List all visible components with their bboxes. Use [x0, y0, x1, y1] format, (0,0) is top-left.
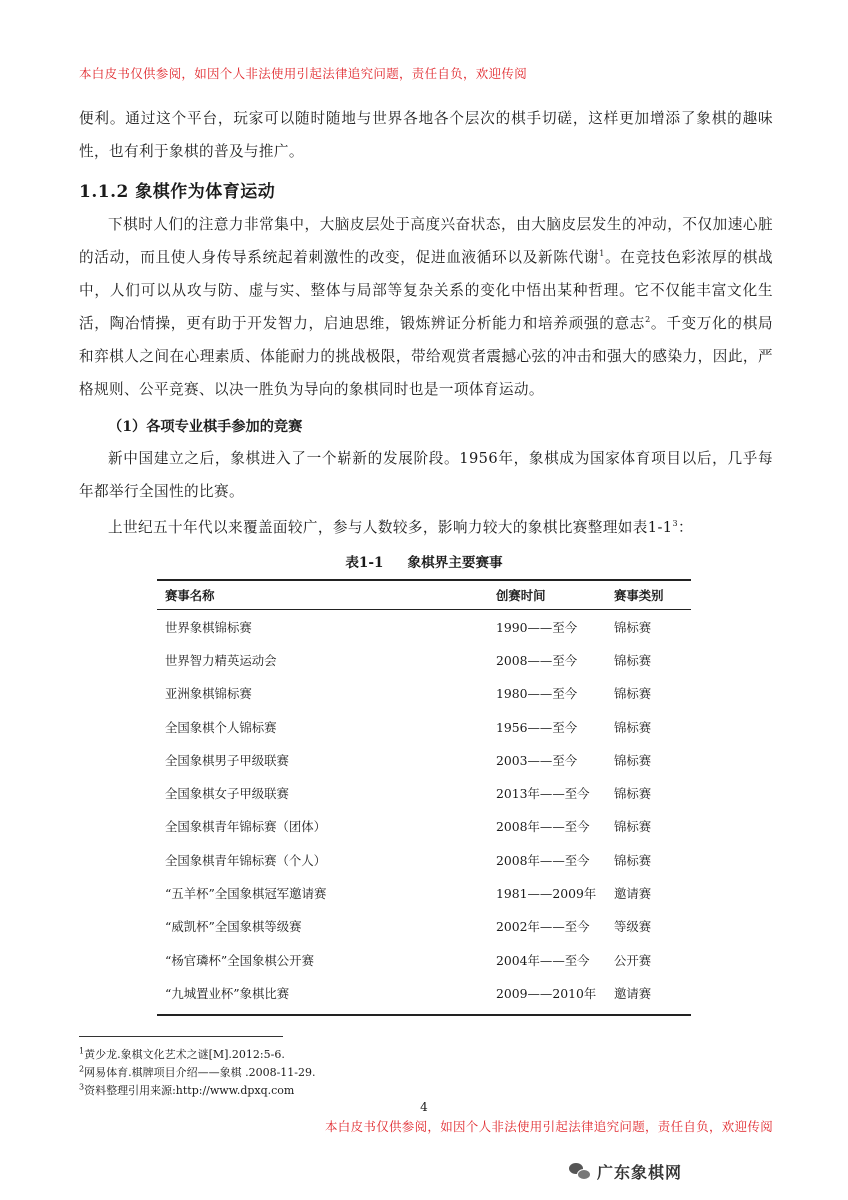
- table-row: [157, 976, 691, 1009]
- cell-start-time: 1980——至今: [496, 686, 578, 702]
- cell-start-time: 1990——至今: [496, 619, 578, 635]
- table-caption-number: 表1-1: [345, 555, 384, 571]
- table-body: [157, 610, 691, 1010]
- footnote-ref-1: 1: [599, 249, 605, 259]
- cell-event-name: “九城置业杯”象棋比赛: [165, 985, 290, 1001]
- table-row: [157, 876, 691, 909]
- sports-paragraph: [79, 208, 773, 406]
- footnote-3: $^3$资料整理引用来源:http://www.dpxq.com: [79, 1082, 295, 1097]
- cell-event-name: “威凯杯”全国象棋等级赛: [165, 919, 302, 935]
- cell-event-type: 锦标赛: [614, 719, 652, 735]
- table-row: [157, 610, 691, 643]
- cell-start-time: 2002年——至今: [496, 919, 590, 935]
- table-row: [157, 710, 691, 743]
- cell-start-time: 2003——至今: [496, 752, 578, 768]
- header-event-name: 赛事名称: [165, 588, 215, 603]
- cell-event-name: 世界智力精英运动会: [165, 652, 277, 668]
- cell-event-type: 锦标赛: [614, 819, 652, 835]
- table-row: [157, 843, 691, 876]
- cell-event-name: “杨官璘杯”全国象棋公开赛: [165, 952, 314, 968]
- cell-event-type: 锦标赛: [614, 852, 652, 868]
- header-start-time: 创赛时间: [496, 588, 546, 603]
- cell-event-type: 等级赛: [614, 919, 652, 935]
- cell-event-type: 邀请赛: [614, 985, 652, 1001]
- table-header-row: [157, 581, 691, 609]
- header-event-type: 赛事类别: [614, 588, 664, 603]
- cell-event-type: 锦标赛: [614, 619, 652, 635]
- cell-event-type: 邀请赛: [614, 886, 652, 902]
- cell-event-name: 全国象棋男子甲级联赛: [165, 752, 289, 768]
- table-caption-title: 象棋界主要赛事: [407, 555, 503, 571]
- disclaimer-bottom: 本白皮书仅供参阅，如因个人非法使用引起法律追究问题，责任自负，欢迎传阅: [325, 1119, 774, 1134]
- footnote-ref-3: 3: [672, 519, 678, 529]
- cell-event-type: 锦标赛: [614, 752, 652, 768]
- cell-event-name: 亚洲象棋锦标赛: [165, 686, 252, 702]
- cell-start-time: 2009——2010年: [496, 985, 597, 1001]
- cell-event-name: “五羊杯”全国象棋冠军邀请赛: [165, 886, 327, 902]
- table-row: [157, 677, 691, 710]
- table-bottom-rule: [157, 1014, 691, 1016]
- table-row: [157, 810, 691, 843]
- sports-text-part2: 。在竞技色彩浓厚的棋战中，人们可以从攻与防、虚与实、整体与局部等复杂关系的变化中悟出某种哲理。它不仅能丰富文化生活，陶冶情操，更有助于开发智力，启迪思维，锻炼辨证分析能力和培养顽强的意志: [79, 249, 774, 332]
- table-caption: [0, 551, 848, 571]
- intro-paragraph: 便利。通过这个平台，玩家可以随时随地与世界各地各个层次的棋手切磋，这样更加增添了象棋的趣味性，也有利于象棋的普及与推广。: [79, 110, 773, 160]
- watermark-logo: [569, 1159, 682, 1183]
- table-row: [157, 743, 691, 776]
- table-row: [157, 643, 691, 676]
- cell-event-name: 全国象棋青年锦标赛（个人）: [165, 852, 327, 868]
- table-row: [157, 910, 691, 943]
- cell-start-time: 2013年——至今: [496, 786, 590, 802]
- history-paragraph: 新中国建立之后，象棋进入了一个崭新的发展阶段。1956年，象棋成为国家体育项目以后，几乎每年都举行全国性的比赛。: [79, 450, 773, 500]
- cell-event-name: 全国象棋女子甲级联赛: [165, 786, 289, 802]
- cell-start-time: 1981——2009年: [496, 886, 597, 902]
- footnote-rule: [79, 1036, 283, 1037]
- cell-event-name: 全国象棋青年锦标赛（团体）: [165, 819, 327, 835]
- table-intro-suffix: ：: [677, 519, 693, 536]
- footnote-1: $^1$黄少龙.象棋文化艺术之谜[M].2012:5-6.: [79, 1046, 285, 1061]
- cell-event-name: 全国象棋个人锦标赛: [165, 719, 277, 735]
- watermark-text: 广东象棋网: [597, 1162, 683, 1182]
- cell-start-time: 2008——至今: [496, 652, 578, 668]
- sports-text-part1: 下棋时人们的注意力非常集中，大脑皮层处于高度兴奋状态，由大脑皮层发生的冲动，不仅加速心脏的活动，而且使人身传导系统起着刺激性的改变，促进血液循环以及新陈代谢: [79, 216, 773, 266]
- events-table: [157, 579, 691, 1016]
- table-row: [157, 943, 691, 976]
- cell-start-time: 2008年——至今: [496, 852, 590, 868]
- footnote-ref-2: 2: [645, 315, 651, 325]
- cell-event-type: 锦标赛: [614, 786, 652, 802]
- sports-text-part3: 。千变万化的棋局和弈棋人之间在心理素质、体能耐力的挑战极限，带给观赏者震撼心弦的冲击和强大的感染力，因此，严格规则、公平竞赛、以决一胜负为导向的象棋同时也是一项体育运动。: [79, 315, 773, 398]
- cell-event-type: 锦标赛: [614, 686, 652, 702]
- subheading: （1）各项专业棋手参加的竞赛: [108, 419, 303, 435]
- cell-start-time: 1956——至今: [496, 719, 578, 735]
- cell-start-time: 2008年——至今: [496, 819, 590, 835]
- page-number: 4: [420, 1100, 428, 1114]
- cell-event-name: 世界象棋锦标赛: [165, 619, 252, 635]
- table-row: [157, 776, 691, 809]
- disclaimer-top: 本白皮书仅供参阅，如因个人非法使用引起法律追究问题，责任自负，欢迎传阅: [79, 66, 528, 81]
- cell-start-time: 2004年——至今: [496, 952, 590, 968]
- wechat-icon: [569, 1162, 591, 1180]
- cell-event-type: 公开赛: [614, 952, 652, 968]
- section-heading: 1.1.2 象棋作为体育运动: [79, 182, 276, 202]
- table-intro-text: 上世纪五十年代以来覆盖面较广，参与人数较多，影响力较大的象棋比赛整理如表1-1: [108, 519, 673, 536]
- cell-event-type: 锦标赛: [614, 652, 652, 668]
- table-intro: [79, 511, 773, 544]
- footnote-2: $^2$网易体育.棋牌项目介绍——象棋 .2008-11-29.: [79, 1064, 316, 1079]
